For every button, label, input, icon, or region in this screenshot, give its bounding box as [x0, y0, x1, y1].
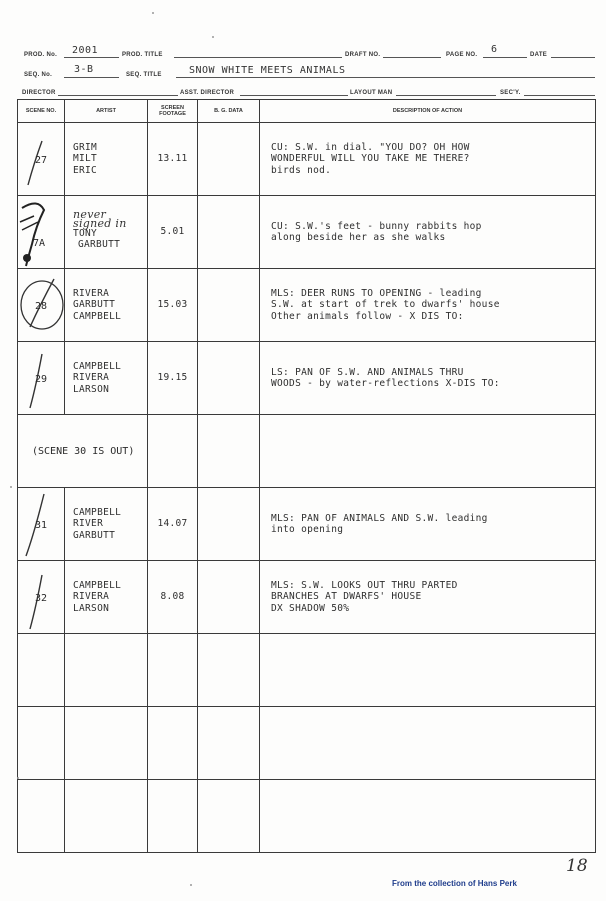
- action-line: MLS: S.W. LOOKS OUT THRU PARTED: [271, 579, 458, 591]
- scene-number: 7A: [32, 238, 46, 249]
- empty-cell: [198, 707, 260, 780]
- prod-no-line: [64, 57, 119, 58]
- table-row: [18, 342, 596, 415]
- seq-no-line: [64, 77, 119, 78]
- footage-cell: 19.15: [148, 342, 198, 415]
- scene-number: 32: [34, 593, 48, 604]
- artist-name: GARBUTT: [73, 299, 116, 311]
- secy-line: [524, 95, 595, 96]
- header-description: DESCRIPTION OF ACTION: [260, 100, 596, 123]
- artist-name: GRIM: [73, 141, 98, 153]
- action-line: DX SHADOW 50%: [271, 602, 350, 614]
- action-line: birds nod.: [271, 164, 332, 176]
- footage-cell: 14.07: [148, 488, 198, 561]
- artist-name: RIVERA: [73, 287, 110, 299]
- artist-name: RIVERA: [73, 372, 110, 384]
- scene-number: 31: [34, 520, 48, 531]
- layout-man-label: LAYOUT MAN: [350, 90, 393, 96]
- prod-no-label: PROD. No.: [24, 52, 58, 58]
- handwritten-page-number: 18: [566, 856, 588, 876]
- bg-data-cell: [198, 488, 260, 561]
- header-bg-data: B. G. DATA: [198, 100, 260, 123]
- paper-speck: [190, 884, 192, 886]
- artist-cell: [65, 196, 148, 269]
- seq-title-label: SEQ. TITLE: [126, 72, 162, 78]
- action-line: MLS: PAN OF ANIMALS AND S.W. leading: [271, 512, 488, 524]
- page-no-line: [483, 57, 527, 58]
- artist-name: CAMPBELL: [73, 360, 122, 372]
- empty-cell: [18, 780, 65, 853]
- empty-table-row: [18, 707, 596, 780]
- action-line: S.W. at start of trek to dwarfs' house: [271, 299, 500, 311]
- artist-cell: [65, 488, 148, 561]
- action-cell: [260, 269, 596, 342]
- artist-cell: [65, 561, 148, 634]
- table-row: [18, 561, 596, 634]
- draft-no-label: DRAFT NO.: [345, 52, 381, 58]
- empty-cell: [260, 707, 596, 780]
- header-scene-no: SCENE NO.: [18, 100, 65, 123]
- seq-title-line: [176, 77, 595, 78]
- action-line: Other animals follow - X DIS TO:: [271, 310, 464, 322]
- footage-cell: 8.08: [148, 561, 198, 634]
- action-cell: [260, 488, 596, 561]
- bg-data-cell: [198, 342, 260, 415]
- seq-no-value: 3-B: [74, 64, 94, 75]
- empty-cell: [65, 634, 148, 707]
- action-line: CU: S.W.'s feet - bunny rabbits hop: [271, 220, 482, 232]
- action-cell: [260, 123, 596, 196]
- director-label: DIRECTOR: [22, 90, 56, 96]
- artist-name: LARSON: [73, 383, 110, 395]
- empty-cell: [148, 634, 198, 707]
- action-line: BRANCHES AT DWARFS' HOUSE: [271, 591, 422, 603]
- artist-name: CAMPBELL: [73, 579, 122, 591]
- empty-cell: [18, 707, 65, 780]
- prod-no-value: 2001: [72, 45, 99, 56]
- table-row: [18, 123, 596, 196]
- header-artist: ARTIST: [65, 100, 148, 123]
- scene-cell: [18, 196, 65, 269]
- action-cell: [260, 342, 596, 415]
- artist-name: GARBUTT: [78, 239, 121, 250]
- action-line: WONDERFUL WILL YOU TAKE ME THERE?: [271, 153, 470, 165]
- empty-cell: [18, 634, 65, 707]
- page-no-label: PAGE NO.: [446, 52, 478, 58]
- artist-name: RIVER: [73, 518, 104, 530]
- scene-number: 28: [34, 301, 48, 312]
- scene-number: 29: [34, 374, 48, 385]
- artist-name: TONY: [73, 227, 98, 239]
- paper-speck: [152, 12, 154, 14]
- action-line: CU: S.W. in dial. "YOU DO? OH HOW: [271, 141, 470, 153]
- empty-cell: [198, 634, 260, 707]
- prod-title-line: [174, 57, 342, 58]
- scene-cell: [18, 342, 65, 415]
- draft-no-line: [383, 57, 441, 58]
- secy-label: SEC'Y.: [500, 90, 521, 96]
- scene-cell: [18, 123, 65, 196]
- artist-cell: [65, 123, 148, 196]
- bg-data-cell: [198, 269, 260, 342]
- artist-name: ERIC: [73, 164, 98, 176]
- empty-cell: [148, 780, 198, 853]
- page-no-value: 6: [491, 44, 498, 55]
- action-cell: [260, 415, 596, 488]
- date-label: DATE: [530, 52, 548, 58]
- scene-cell: [18, 269, 65, 342]
- artist-name: MILT: [73, 153, 98, 165]
- director-line: [58, 95, 178, 96]
- scribble-icon: [18, 196, 65, 268]
- artist-cell: [65, 269, 148, 342]
- scene-number: 27: [34, 155, 48, 166]
- footage-cell: [148, 415, 198, 488]
- header-screen-footage: SCREEN FOOTAGE: [148, 100, 198, 123]
- empty-cell: [260, 780, 596, 853]
- action-line: LS: PAN OF S.W. AND ANIMALS THRU: [271, 366, 464, 378]
- scene-table: [17, 99, 596, 853]
- footage-cell: 13.11: [148, 123, 198, 196]
- action-line: along beside her as she walks: [271, 232, 446, 243]
- empty-table-row: [18, 634, 596, 707]
- action-line: MLS: DEER RUNS TO OPENING - leading: [271, 287, 482, 299]
- seq-title-value: SNOW WHITE MEETS ANIMALS: [189, 65, 346, 76]
- scene-cell: [18, 488, 65, 561]
- empty-cell: [198, 780, 260, 853]
- empty-cell: [148, 707, 198, 780]
- action-line: WOODS - by water-reflections X-DIS TO:: [271, 378, 500, 389]
- action-line: into opening: [271, 524, 344, 535]
- empty-table-row: [18, 780, 596, 853]
- artist-cell: [65, 342, 148, 415]
- footage-cell: 15.03: [148, 269, 198, 342]
- table-row: [18, 196, 596, 269]
- paper-speck: [212, 36, 214, 38]
- layout-man-line: [396, 95, 496, 96]
- bg-data-cell: [198, 196, 260, 269]
- empty-cell: [260, 634, 596, 707]
- table-row: [18, 269, 596, 342]
- asst-director-label: ASST. DIRECTOR: [180, 90, 235, 96]
- artist-name: LARSON: [73, 602, 110, 614]
- footage-cell: 5.01: [148, 196, 198, 269]
- artist-name: CAMPBELL: [73, 310, 122, 322]
- seq-no-label: SEQ. No.: [24, 72, 53, 78]
- table-row: [18, 488, 596, 561]
- action-cell: [260, 561, 596, 634]
- collection-credit: From the collection of Hans Perk: [392, 879, 517, 888]
- table-header-row: [18, 100, 596, 123]
- paper-speck: [10, 486, 12, 488]
- bg-data-cell: [198, 561, 260, 634]
- table-row: [18, 415, 596, 488]
- empty-cell: [65, 707, 148, 780]
- bg-data-cell: [198, 415, 260, 488]
- paper-speck: [17, 777, 19, 779]
- empty-cell: [65, 780, 148, 853]
- scene-cell: [18, 561, 65, 634]
- action-cell: [260, 196, 596, 269]
- artist-name: CAMPBELL: [73, 506, 122, 518]
- asst-director-line: [240, 95, 348, 96]
- prod-title-label: PROD. TITLE: [122, 52, 163, 58]
- bg-data-cell: [198, 123, 260, 196]
- date-line: [551, 57, 595, 58]
- handwritten-note: never signed in: [73, 207, 127, 230]
- scene-out-note: (SCENE 30 IS OUT): [18, 415, 148, 488]
- artist-name: RIVERA: [73, 591, 110, 603]
- artist-name: GARBUTT: [73, 529, 116, 541]
